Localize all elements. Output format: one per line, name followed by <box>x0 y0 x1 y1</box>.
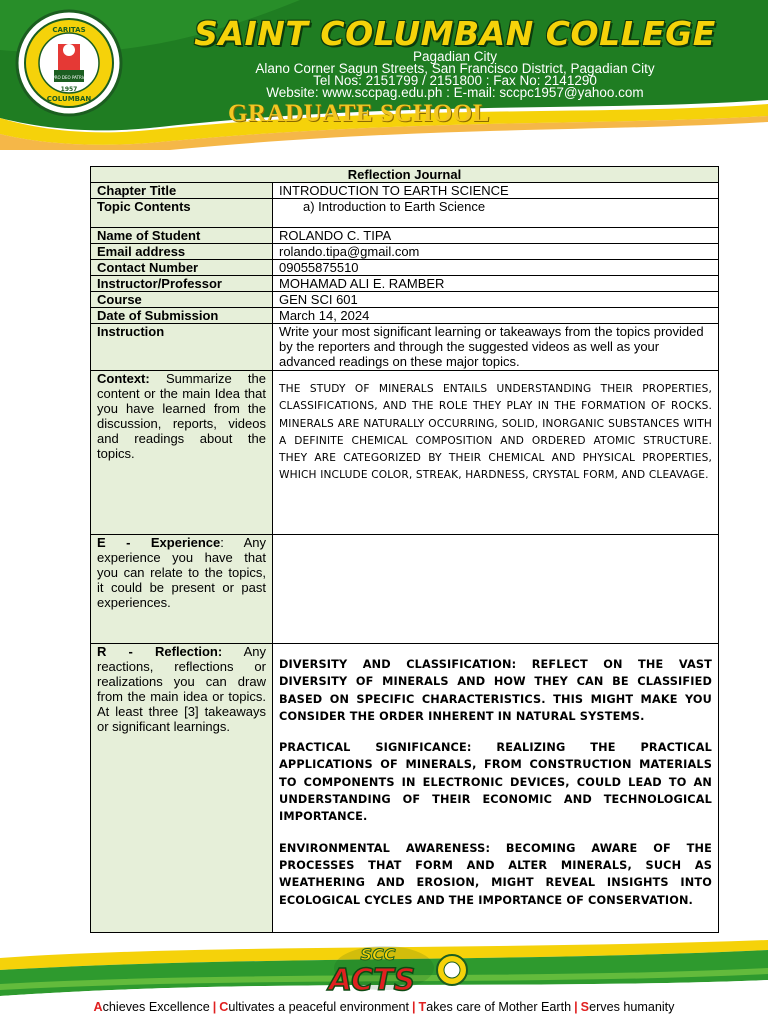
topic-contents-value: a) Introduction to Earth Science <box>303 199 486 214</box>
college-telephone: Tel Nos: 2151799 / 2151800 : Fax No: 2141290 <box>313 73 597 88</box>
course-row <box>91 292 719 308</box>
reflection-takeaway-2: PRACTICAL SIGNIFICANCE: REALIZING THE PRACTICAL APPLICATIONS OF MINERALS, FROM CONSTRUCTION MATERIALS TO COMPONENTS IN ELECTRONIC DEVICES, COULD LEAD TO AN UNDERSTANDING OF THEIR ECONOMIC AND TECHNOLOGICAL IMPORTANCE. <box>279 741 712 824</box>
instruction-row <box>91 324 719 371</box>
letterhead <box>0 0 768 150</box>
seal-year: 1957 <box>60 86 78 93</box>
experience-prompt: E - Experience: Any experience you have that you can relate to the topics, it could be present or past experiences. <box>91 535 273 644</box>
reflection-row <box>91 644 719 933</box>
reflection-takeaway-1: DIVERSITY AND CLASSIFICATION: REFLECT ON THE VAST DIVERSITY OF MINERALS AND HOW THEY CAN BE CLASSIFIED BASED ON SPECIFIC CHARACTERISTICS. THIS MIGHT MAKE YOU CONSIDER THE ORDER INHERENT IN NATURAL SYSTEMS. <box>279 658 712 723</box>
badge-scc-text: SCC <box>360 945 396 964</box>
course-label: Course <box>91 292 273 308</box>
college-address: Alano Corner Sagun Streets, San Francisco District, Pagadian City <box>255 61 655 76</box>
instructor-label: Instructor/Professor <box>91 276 273 292</box>
reflection-journal-table <box>90 166 719 933</box>
instruction-label: Instruction <box>91 324 273 371</box>
course-value: GEN SCI 601 <box>273 292 719 308</box>
tagline-serves: Serves humanity <box>580 1000 675 1014</box>
footer-tagline: Achieves Excellence | Cultivates a peaceful environment | Takes care of Mother Earth | Serves humanity <box>93 1000 675 1014</box>
reflection-prompt: R - Reflection: Any reactions, reflections or realizations you can draw from the main idea or topics. At least three [3] takeaways or significant learnings. <box>91 644 273 933</box>
student-value: ROLANDO C. TIPA <box>273 228 719 244</box>
graduate-school-title: GRADUATE SCHOOL <box>228 100 490 127</box>
reflection-takeaway-3: ENVIRONMENTAL AWARENESS: BECOMING AWARE OF THE PROCESSES THAT FORM AND ALTER MINERALS, SUCH AS WEATHERING AND EROSION, MIGHT REVEAL INSIGHTS INTO ECOLOGICAL CYCLES AND THE IMPORTANCE OF CONSERVATION. <box>279 841 712 907</box>
context-row <box>91 371 719 535</box>
seal-top-text: CARITAS <box>52 26 86 34</box>
chapter-title-value: INTRODUCTION TO EARTH SCIENCE <box>273 183 719 199</box>
chapter-title-label: Chapter Title <box>91 183 273 199</box>
college-website: Website: www.sccpag.edu.ph : E-mail: sccpc1957@yahoo.com <box>266 85 644 100</box>
seal-bottom-text: COLUMBAN <box>46 95 92 103</box>
instruction-value: Write your most significant learning or takeaways from the topics provided by the reporters and through the suggested videos as well as your advanced readings on these major topics. <box>273 324 719 371</box>
contact-label: Contact Number <box>91 260 273 276</box>
experience-row <box>91 535 719 644</box>
journal-title: Reflection Journal <box>91 167 719 183</box>
topic-contents-row <box>91 199 719 228</box>
instructor-row <box>91 276 719 292</box>
email-label: Email address <box>91 244 273 260</box>
tagline-achieves: Achieves Excellence <box>93 1000 210 1014</box>
submission-row <box>91 308 719 324</box>
tagline-cultivates: Cultivates a peaceful environment <box>219 1000 409 1014</box>
submission-value: March 14, 2024 <box>273 308 719 324</box>
student-label: Name of Student <box>91 228 273 244</box>
email-value: rolando.tipa@gmail.com <box>273 244 719 260</box>
contact-value: 09055875510 <box>273 260 719 276</box>
instructor-value: MOHAMAD ALI E. RAMBER <box>273 276 719 292</box>
topic-contents-label: Topic Contents <box>91 199 273 228</box>
experience-answer <box>273 535 719 644</box>
journal-title-row <box>91 167 719 183</box>
seal-motto: PRO DEO PATRIA <box>52 75 86 80</box>
college-name: SAINT COLUMBAN COLLEGE <box>194 14 716 53</box>
contact-row <box>91 260 719 276</box>
email-row <box>91 244 719 260</box>
student-row <box>91 228 719 244</box>
context-prompt: Context: Summarize the content or the main Idea that you have learned from the discussion, reports, videos and readings about the topics. <box>91 371 273 535</box>
college-seal-logo <box>14 8 124 118</box>
submission-label: Date of Submission <box>91 308 273 324</box>
college-city: Pagadian City <box>412 49 498 64</box>
tagline-takes-care: Takes care of Mother Earth <box>418 1000 572 1014</box>
context-answer: THE STUDY OF MINERALS ENTAILS UNDERSTANDING THEIR PROPERTIES, CLASSIFICATIONS, AND THE ROLE THEY PLAY IN THE FORMATION OF ROCKS. MINERALS ARE NATURALLY OCCURRING, SOLID, INORGANIC SUBSTANCES WITH A DEFINITE CHEMICAL COMPOSITION AND ORDERED ATOMIC STRUCTURE. THEY ARE CATEGORIZED BY THEIR CHEMICAL AND PHYSICAL PROPERTIES, WHICH INCLUDE COLOR, STREAK, HARDNESS, CRYSTAL FORM, AND CLEAVAGE. <box>279 383 712 482</box>
badge-acts-text: ACTS <box>328 963 416 998</box>
chapter-title-row <box>91 183 719 199</box>
